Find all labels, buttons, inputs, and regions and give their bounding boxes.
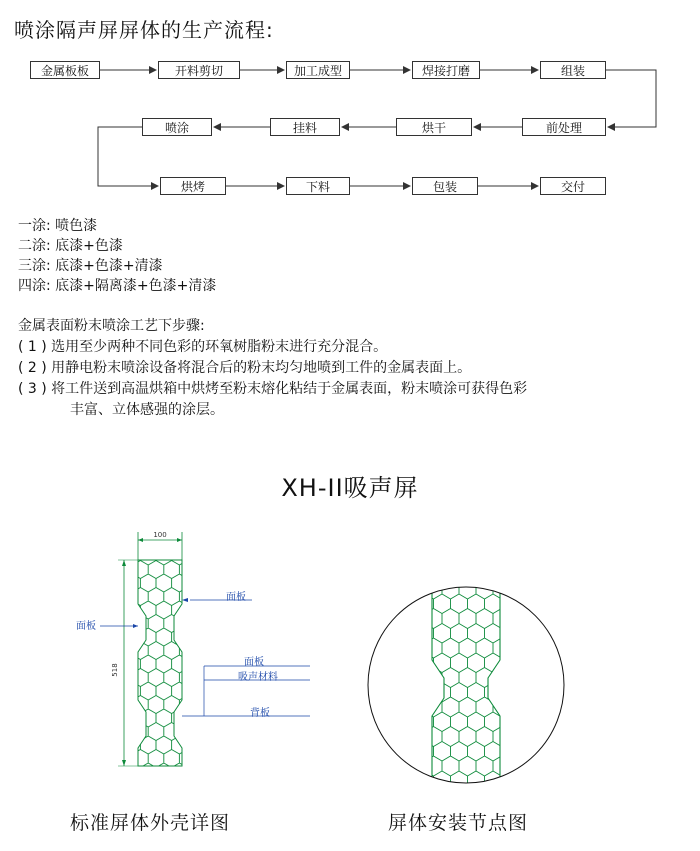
- label-back-panel: 背板: [250, 708, 270, 719]
- step-item: ( 1 ) 选用至少两种不同色彩的环氧树脂粉末进行充分混合。: [18, 339, 388, 355]
- panel-shell-detail: [100, 531, 310, 766]
- caption-shell-detail: 标准屏体外壳详图: [70, 812, 231, 834]
- flow-step-metal-sheet: 金属板板: [30, 61, 100, 79]
- dim-width-label: 100: [153, 531, 167, 539]
- flow-step-baking: 烘烤: [160, 177, 226, 195]
- flow-step-spraying: 喷涂: [142, 118, 212, 136]
- step-item: ( 2 ) 用静电粉末喷涂设备将混合后的粉末均匀地喷到工件的金属表面上。: [18, 360, 472, 376]
- flow-step-forming: 加工成型: [286, 61, 350, 79]
- caption-install-detail: 屏体安装节点图: [388, 812, 529, 834]
- flow-step-packing: 包装: [412, 177, 478, 195]
- powder-coating-steps: [18, 316, 527, 421]
- coat-option: 一涂: 喷色漆: [18, 218, 98, 234]
- coat-option: 三涂: 底漆+色漆+清漆: [18, 258, 163, 274]
- flow-step-drying: 烘干: [396, 118, 472, 136]
- flow-step-hanging: 挂料: [270, 118, 340, 136]
- steps-heading: 金属表面粉末喷涂工艺下步骤:: [18, 318, 205, 334]
- flow-step-cutting: 开料剪切: [158, 61, 240, 79]
- flow-step-assembly: 组装: [540, 61, 606, 79]
- label-face-panel: 面板: [244, 657, 264, 668]
- page-title: 喷涂隔声屏屏体的生产流程:: [14, 18, 274, 42]
- label-absorbing-material: 吸声材料: [238, 672, 278, 683]
- flow-step-pretreatment: 前处理: [522, 118, 606, 136]
- coat-option: 四涂: 底漆+隔离漆+色漆+清漆: [18, 278, 217, 294]
- dim-height-label: 518: [111, 663, 119, 677]
- flow-step-welding: 焊接打磨: [412, 61, 480, 79]
- product-title: XH-II吸声屏: [281, 474, 419, 502]
- installation-node-detail: [368, 580, 564, 790]
- technical-drawings: [0, 520, 700, 805]
- flow-step-unloading: 下料: [286, 177, 350, 195]
- step-item: ( 3 ) 将工件送到高温烘箱中烘烤至粉末熔化粘结于金属表面，粉末喷涂可获得色彩: [18, 381, 528, 397]
- label-panel-right: 面板: [226, 592, 246, 603]
- flow-step-delivery: 交付: [540, 177, 606, 195]
- step-item-continuation: 丰富、立体感强的涂层。: [70, 402, 224, 418]
- coat-options: [18, 216, 216, 296]
- label-panel-left: 面板: [76, 621, 96, 632]
- coat-option: 二涂: 底漆+色漆: [18, 238, 123, 254]
